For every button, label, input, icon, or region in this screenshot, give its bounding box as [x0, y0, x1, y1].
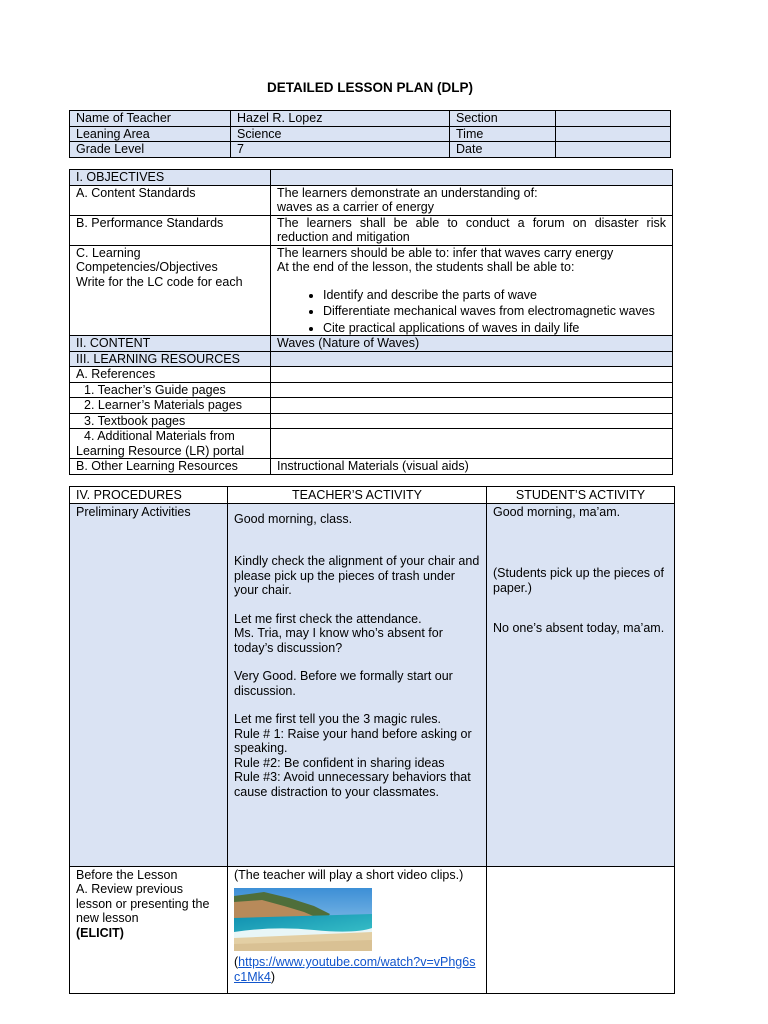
area-label: Leaning Area: [70, 126, 231, 142]
date-value: [556, 142, 671, 158]
objectives-table: [69, 169, 673, 475]
table-row: [70, 429, 673, 459]
table-row: [70, 170, 673, 186]
preliminary-teacher-cell: Good morning, class. Kindly check the alignment of your chair and please pick up the pieces of trash under your chair. Let me first check the attendance. Ms. Tria, may I know who’s absent for today’s discussion? Very Good. Before we formally start our discussion. Let me first tell you the 3 magic rules. Rule # 1: Raise your hand before asking or speaking. Rule #2: Be confident in sharing ideas Rule #3: Avoid unnecessary behaviors that cause distraction to your classmates.: [228, 503, 487, 866]
content-standards-label: A. Content Standards: [70, 185, 271, 215]
table-row: [70, 111, 671, 127]
objectives-list: [277, 288, 666, 336]
date-label: Date: [450, 142, 556, 158]
objectives-heading: I. OBJECTIVES: [70, 170, 271, 186]
table-row: [70, 142, 671, 158]
section-label: Section: [450, 111, 556, 127]
learners-materials-label: 2. Learner’s Materials pages: [70, 398, 271, 414]
grade-label: Grade Level: [70, 142, 231, 158]
page-title: DETAILED LESSON PLAN (DLP): [266, 80, 473, 95]
procedures-heading: IV. PROCEDURES: [70, 487, 228, 504]
resources-label: III. LEARNING RESOURCES: [70, 351, 271, 367]
table-row: [70, 336, 673, 352]
table-row: [70, 487, 675, 504]
other-resources-label: B. Other Learning Resources: [70, 459, 271, 475]
teachers-guide-label: 1. Teacher’s Guide pages: [70, 382, 271, 398]
table-row: [70, 351, 673, 367]
grade-value: 7: [231, 142, 450, 158]
table-row: [70, 126, 671, 142]
other-resources-value: Instructional Materials (visual aids): [271, 459, 673, 475]
teacher-label: Name of Teacher: [70, 111, 231, 127]
performance-standards-label: B. Performance Standards: [70, 215, 271, 245]
area-value: Science: [231, 126, 450, 142]
performance-standards-value: The learners shall be able to conduct a forum on disaster risk reduction and mitigation: [271, 215, 673, 245]
table-row: [70, 398, 673, 414]
table-row: [70, 459, 673, 475]
learning-competencies-label: C. Learning Competencies/Objectives Write for the LC code for each: [70, 245, 271, 336]
teacher-activity-heading: TEACHER’S ACTIVITY: [228, 487, 487, 504]
before-lesson-teacher-cell: (The teacher will play a short video clips.) (https://www.youtube.com/watch?v=vPhg6sc1Mk4): [228, 866, 487, 993]
youtube-link[interactable]: https://www.youtube.com/watch?v=vPhg6sc1Mk4: [234, 955, 476, 984]
teacher-info-table: [69, 110, 671, 158]
table-row: [70, 185, 673, 215]
list-item: • Differentiate mechanical waves from electromagnetic waves: [323, 304, 666, 319]
section-value: [556, 111, 671, 127]
table-row: [70, 413, 673, 429]
content-label: II. CONTENT: [70, 336, 271, 352]
list-item: • Identify and describe the parts of wave: [323, 288, 666, 303]
beach-video-thumbnail[interactable]: [234, 888, 372, 951]
content-standards-value: The learners demonstrate an understanding of: waves as a carrier of energy: [271, 185, 673, 215]
table-row: [70, 245, 673, 336]
procedures-table: [69, 486, 675, 994]
before-lesson-student-cell: [487, 866, 675, 993]
additional-materials-label: 4. Additional Materials from Learning Resource (LR) portal: [70, 429, 271, 459]
table-row: [70, 367, 673, 383]
table-row: [70, 503, 675, 866]
table-row: [70, 382, 673, 398]
preliminary-label: Preliminary Activities: [70, 503, 228, 866]
time-label: Time: [450, 126, 556, 142]
content-value: Waves (Nature of Waves): [271, 336, 673, 352]
video-link[interactable]: (https://www.youtube.com/watch?v=vPhg6sc1Mk4): [234, 955, 476, 984]
list-item: • Cite practical applications of waves in daily life: [323, 321, 666, 336]
preliminary-student-cell: Good morning, ma’am. (Students pick up the pieces of paper.) No one’s absent today, ma’am.: [487, 503, 675, 866]
textbook-label: 3. Textbook pages: [70, 413, 271, 429]
learning-competencies-value: The learners should be able to: infer that waves carry energy At the end of the lesson, the students shall be able to: • Identify and describe the parts of wave • Differentiate mechanical waves from electromagnetic waves • Cite practical applications of waves in daily life: [271, 245, 673, 336]
table-row: [70, 866, 675, 993]
student-activity-heading: STUDENT’S ACTIVITY: [487, 487, 675, 504]
before-lesson-label: Before the Lesson A. Review previous lesson or presenting the new lesson (ELICIT): [70, 866, 228, 993]
table-row: [70, 215, 673, 245]
time-value: [556, 126, 671, 142]
teacher-value: Hazel R. Lopez: [231, 111, 450, 127]
references-label: A. References: [70, 367, 271, 383]
